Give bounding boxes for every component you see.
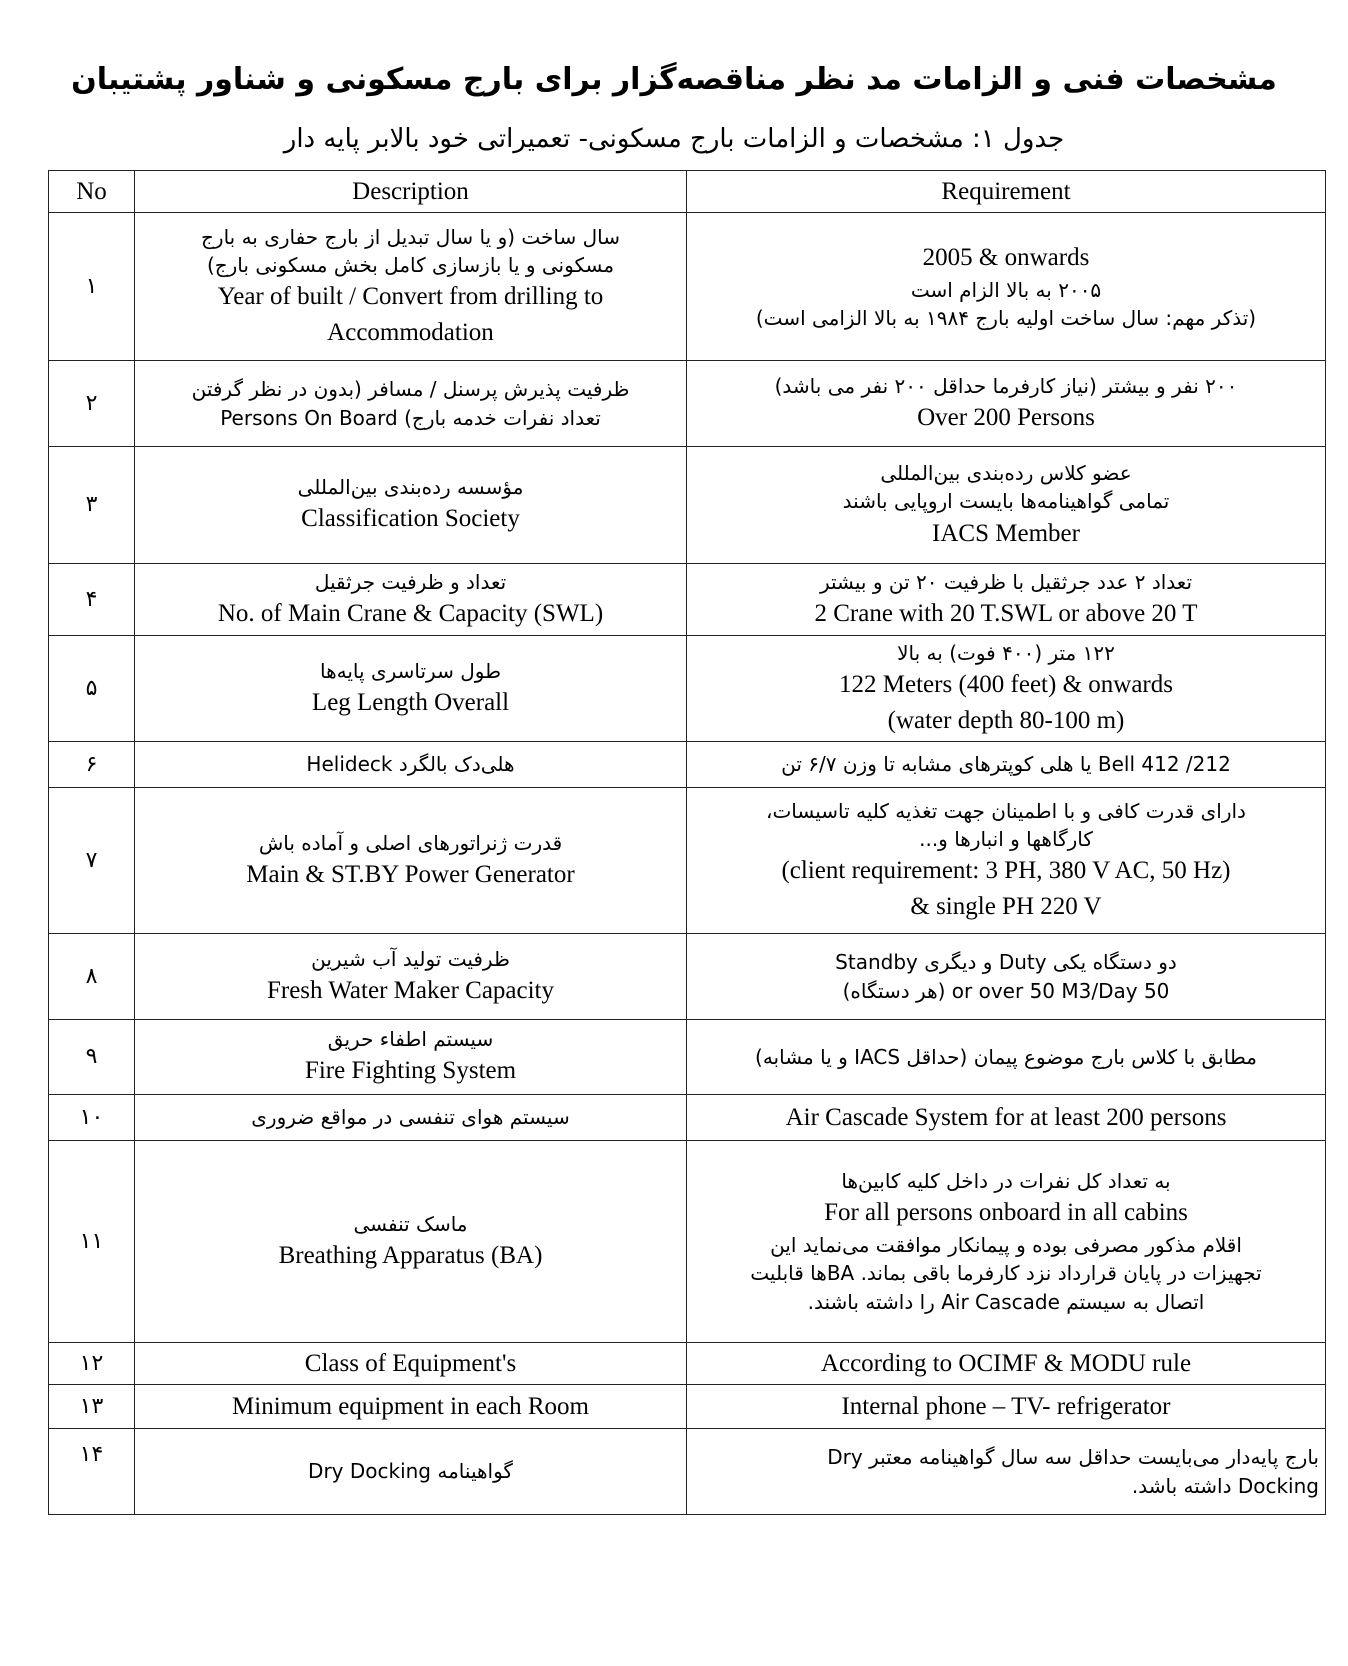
row-requirement bbox=[687, 1429, 1326, 1515]
requirement-line: تعداد ۲ عدد جرثقیل با ظرفیت ۲۰ تن و بیشتر bbox=[819, 569, 1193, 594]
requirement-line: Air Cascade System for at least 200 persons bbox=[785, 1103, 1227, 1131]
row-description bbox=[135, 1020, 687, 1095]
description-line: گواهینامه Dry Docking bbox=[308, 1459, 513, 1484]
requirement-line: دو دستگاه یکی Duty و دیگری Standby bbox=[835, 950, 1177, 975]
row-description bbox=[135, 1385, 687, 1429]
row-requirement bbox=[687, 788, 1326, 934]
row-number: ۳ bbox=[49, 447, 135, 564]
description-line: No. of Main Crane & Capacity (SWL) bbox=[217, 599, 604, 627]
row-description bbox=[135, 564, 687, 636]
row-number: ۹ bbox=[49, 1020, 135, 1095]
description-line: ماسک تنفسی bbox=[353, 1211, 468, 1236]
requirement-line: 122 Meters (400 feet) & onwards bbox=[839, 671, 1173, 699]
description-line: Classification Society bbox=[301, 505, 520, 533]
description-line: مؤسسه رده‌بندی بین‌المللی bbox=[297, 475, 524, 500]
requirement-line: & single PH 220 V bbox=[910, 892, 1102, 920]
row-number: ۱۲ bbox=[49, 1343, 135, 1385]
table-caption: جدول ۱: مشخصات و الزامات بارج مسکونی- تعمیراتی خود بالابر پایه دار bbox=[283, 124, 1065, 154]
table-row bbox=[49, 1020, 1326, 1095]
description-line: Class of Equipment's bbox=[304, 1349, 517, 1377]
requirement-line: 50 or over 50 M3/Day (هر دستگاه) bbox=[842, 978, 1170, 1003]
requirement-line: 2005 & onwards bbox=[922, 244, 1090, 272]
row-description bbox=[135, 742, 687, 788]
page-title: مشخصات فنی و الزامات مد نظر مناقصه‌گزار برای بارج مسکونی و شناور پشتیبان bbox=[71, 62, 1277, 97]
table-row bbox=[49, 934, 1326, 1020]
description-line: Breathing Apparatus (BA) bbox=[278, 1241, 543, 1269]
row-requirement bbox=[687, 1343, 1326, 1385]
description-line: Fresh Water Maker Capacity bbox=[266, 976, 554, 1004]
description-line: Main & ST.BY Power Generator bbox=[246, 860, 575, 888]
description-line: ظرفیت پذیرش پرسنل / مسافر (بدون در نظر گرفتن bbox=[191, 377, 630, 402]
requirement-line: (تذکر مهم: سال ساخت اولیه بارج ۱۹۸۴ به بالا الزامی است) bbox=[755, 306, 1257, 331]
row-number: ۱۴ bbox=[49, 1429, 135, 1515]
description-line: قدرت ژنراتورهای اصلی و آماده باش bbox=[258, 830, 563, 855]
description-line: ظرفیت تولید آب شیرین bbox=[311, 946, 510, 971]
requirement-line: مطابق با کلاس بارج موضوع پیمان (حداقل IACS و یا مشابه) bbox=[755, 1044, 1257, 1069]
table-row bbox=[49, 636, 1326, 742]
requirement-line: بارج پایه‌دار می‌بایست حداقل سه سال گواهینامه معتبر Dry bbox=[827, 1445, 1319, 1470]
row-number: ۵ bbox=[49, 636, 135, 742]
row-number: ۲ bbox=[49, 361, 135, 447]
requirement-line: 2 Crane with 20 T.SWL or above 20 T bbox=[814, 599, 1198, 627]
table-row bbox=[49, 213, 1326, 361]
row-description bbox=[135, 1095, 687, 1141]
row-requirement bbox=[687, 361, 1326, 447]
table-row bbox=[49, 1343, 1326, 1385]
description-line: Fire Fighting System bbox=[304, 1057, 517, 1085]
row-number: ۱۱ bbox=[49, 1141, 135, 1343]
table-row bbox=[49, 564, 1326, 636]
table-row bbox=[49, 788, 1326, 934]
description-line: تعداد نفرات خدمه بارج) Persons On Board bbox=[220, 405, 601, 430]
header-requirement-label: Requirement bbox=[941, 177, 1071, 205]
description-line: سیستم هوای تنفسی در مواقع ضروری bbox=[251, 1105, 570, 1130]
row-description bbox=[135, 361, 687, 447]
header-description bbox=[135, 171, 687, 213]
description-line: تعداد و ظرفیت جرثقیل bbox=[314, 569, 507, 594]
requirement-line: Docking داشته باشد. bbox=[1131, 1473, 1319, 1498]
requirement-line: تجهیزات در پایان قرارداد نزد کارفرما باقی بماند. BAها قابلیت bbox=[750, 1261, 1262, 1286]
requirement-line: اتصال به سیستم Air Cascade را داشته باشند. bbox=[807, 1289, 1205, 1314]
description-line: Year of built / Convert from drilling to bbox=[217, 283, 604, 311]
description-line: طول سرتاسری پایه‌ها bbox=[320, 658, 501, 683]
requirement-line: Internal phone – TV- refrigerator bbox=[841, 1392, 1171, 1420]
requirement-line: IACS Member bbox=[932, 519, 1080, 547]
row-description bbox=[135, 1343, 687, 1385]
requirement-line: تمامی گواهینامه‌ها بایست اروپایی باشند bbox=[842, 489, 1170, 514]
description-line: مسکونی و یا بازسازی کامل بخش مسکونی بارج) bbox=[206, 253, 615, 277]
description-line: Accommodation bbox=[327, 318, 494, 346]
header-requirement bbox=[687, 171, 1326, 213]
row-requirement bbox=[687, 447, 1326, 564]
row-requirement bbox=[687, 564, 1326, 636]
requirements-table bbox=[48, 170, 1326, 1515]
row-number: ۷ bbox=[49, 788, 135, 934]
table-row bbox=[49, 1429, 1326, 1515]
requirement-line: (water depth 80-100 m) bbox=[887, 706, 1125, 734]
table-header-row bbox=[49, 171, 1326, 213]
table-row bbox=[49, 447, 1326, 564]
row-description bbox=[135, 1429, 687, 1515]
row-description bbox=[135, 447, 687, 564]
row-number: ۴ bbox=[49, 564, 135, 636]
table-row bbox=[49, 1385, 1326, 1429]
table-row bbox=[49, 1141, 1326, 1343]
header-no-label: No bbox=[76, 177, 107, 205]
row-description bbox=[135, 1141, 687, 1343]
row-description bbox=[135, 934, 687, 1020]
header-no bbox=[49, 171, 135, 213]
table-row bbox=[49, 1095, 1326, 1141]
description-line: سیستم اطفاء حریق bbox=[327, 1027, 494, 1052]
requirement-line: به تعداد کل نفرات در داخل کلیه کابین‌ها bbox=[841, 1168, 1171, 1193]
row-requirement bbox=[687, 1020, 1326, 1095]
row-requirement bbox=[687, 1385, 1326, 1429]
requirement-line: According to OCIMF & MODU rule bbox=[820, 1349, 1192, 1377]
row-number: ۱۰ bbox=[49, 1095, 135, 1141]
row-requirement bbox=[687, 1141, 1326, 1343]
requirement-line: ۱۲۲ متر (۴۰۰ فوت) به بالا bbox=[897, 640, 1115, 665]
requirement-line: عضو کلاس رده‌بندی بین‌المللی bbox=[880, 460, 1132, 485]
description-line: Leg Length Overall bbox=[311, 688, 510, 716]
row-description bbox=[135, 213, 687, 361]
row-number: ۱ bbox=[49, 213, 135, 361]
header-description-label: Description bbox=[352, 177, 469, 205]
requirement-line: Bell 412 /212 یا هلی کوپترهای مشابه تا وزن ۶/۷ تن bbox=[781, 752, 1231, 777]
description-line: هلی‌دک بالگرد Helideck bbox=[306, 752, 515, 777]
row-requirement bbox=[687, 636, 1326, 742]
requirement-line: اقلام مذکور مصرفی بوده و پیمانکار موافقت می‌نماید این bbox=[770, 1232, 1242, 1257]
row-requirement bbox=[687, 742, 1326, 788]
table-row bbox=[49, 742, 1326, 788]
row-number: ۸ bbox=[49, 934, 135, 1020]
description-line: سال ساخت (و یا سال تبدیل از بارج حفاری به بارج bbox=[201, 224, 620, 249]
description-line: Minimum equipment in each Room bbox=[232, 1392, 589, 1420]
table-row bbox=[49, 361, 1326, 447]
requirement-line: ۲۰۰ نفر و بیشتر (نیاز کارفرما حداقل ۲۰۰ نفر می باشد) bbox=[774, 373, 1238, 398]
row-description bbox=[135, 636, 687, 742]
requirement-line: Over 200 Persons bbox=[917, 403, 1095, 431]
row-requirement bbox=[687, 1095, 1326, 1141]
requirement-line: For all persons onboard in all cabins bbox=[824, 1199, 1188, 1227]
requirement-line: کارگاهها و انبارها و... bbox=[919, 827, 1093, 851]
row-description bbox=[135, 788, 687, 934]
requirement-line: دارای قدرت کافی و با اطمینان جهت تغذیه کلیه تاسیسات، bbox=[766, 798, 1246, 823]
row-requirement bbox=[687, 213, 1326, 361]
row-number: ۶ bbox=[49, 742, 135, 788]
requirement-line: (client requirement: 3 PH, 380 V AC, 50 Hz) bbox=[781, 857, 1231, 885]
row-requirement bbox=[687, 934, 1326, 1020]
requirement-line: ۲۰۰۵ به بالا الزام است bbox=[910, 277, 1102, 302]
row-number: ۱۳ bbox=[49, 1385, 135, 1429]
